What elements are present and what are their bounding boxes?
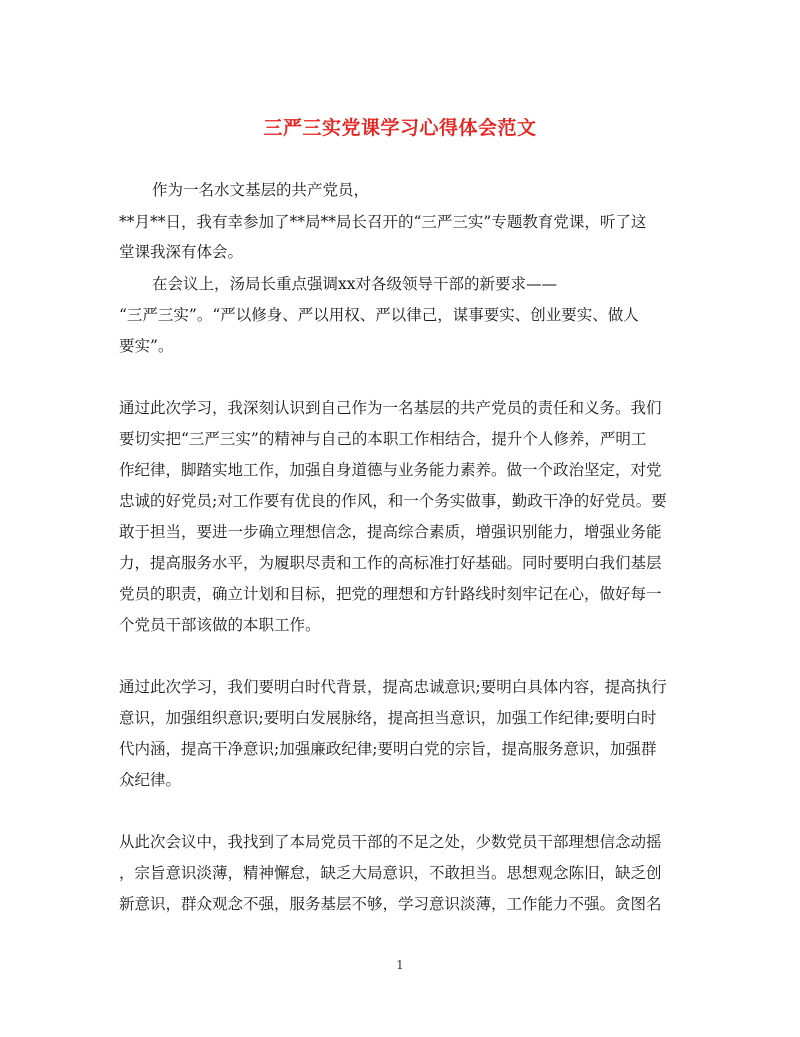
- paragraph-1-line-1: 作为一名水文基层的共产党员，: [152, 181, 370, 199]
- paragraph-2-line-1: 在会议上，汤局长重点强调xx对各级领导干部的新要求——: [152, 275, 557, 293]
- paragraph-3-line-3: 作纪律，脚踏实地工作，加强自身道德与业务能力素养。做一个政治坚定，对党: [119, 461, 662, 479]
- paragraph-5-line-1: 从此次会议中，我找到了本局党员干部的不足之处，少数党员干部理想信念动摇: [119, 833, 662, 851]
- paragraph-2-line-3: 要实”。: [119, 337, 174, 355]
- paragraph-3-line-5: 敢于担当，要进一步确立理想信念，提高综合素质，增强识别能力，增强业务能: [119, 523, 662, 541]
- paragraph-3-line-4: 忠诚的好党员;对工作要有优良的作风，和一个务实做事，勤政干净的好党员。要: [119, 492, 667, 510]
- paragraph-1-line-3: 堂课我深有体会。: [119, 243, 244, 261]
- paragraph-5-line-2: ，宗旨意识淡薄，精神懈怠，缺乏大局意识，不敢担当。思想观念陈旧，缺乏创: [119, 864, 662, 882]
- paragraph-1-line-2: **月**日，我有幸参加了**局**局长召开的“三严三实”专题教育党课，听了这: [119, 213, 647, 231]
- paragraph-3-line-6: 力，提高服务水平，为履职尽责和工作的高标准打好基础。同时要明白我们基层: [119, 554, 662, 572]
- paragraph-4-line-4: 众纪律。: [119, 771, 182, 789]
- page-number: 1: [396, 958, 404, 972]
- paragraph-3-line-2: 要切实把“三严三实”的精神与自己的本职工作相结合，提升个人修养，严明工: [119, 430, 647, 448]
- paragraph-4-line-3: 代内涵，提高干净意识;加强廉政纪律;要明白党的宗旨，提高服务意识，加强群: [119, 740, 657, 758]
- paragraph-2-line-2: “三严三实”。“严以修身、严以用权、严以律己，谋事要实、创业要实、做人: [119, 306, 639, 324]
- paragraph-5-line-3: 新意识，群众观念不强，服务基层不够，学习意识淡薄，工作能力不强。贪图名: [119, 895, 662, 913]
- paragraph-3-line-7: 党员的职责，确立计划和目标，把党的理想和方针路线时刻牢记在心，做好每一: [119, 585, 662, 603]
- paragraph-4-line-2: 意识，加强组织意识;要明白发展脉络，提高担当意识，加强工作纪律;要明白时: [119, 709, 657, 727]
- paragraph-3-line-1: 通过此次学习，我深刻认识到自己作为一名基层的共产党员的责任和义务。我们: [119, 399, 662, 417]
- paragraph-3-line-8: 个党员干部该做的本职工作。: [119, 616, 321, 634]
- paragraph-4-line-1: 通过此次学习，我们要明白时代背景，提高忠诚意识;要明白具体内容，提高执行: [119, 678, 667, 696]
- document-title: 三严三实党课学习心得体会范文: [263, 117, 537, 139]
